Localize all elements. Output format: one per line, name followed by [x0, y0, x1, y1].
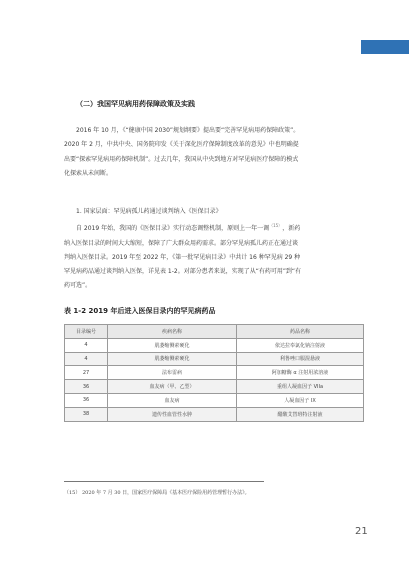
section-heading: （二）我国罕见病用药保障政策及实践 — [76, 100, 195, 108]
table-cell: 36 — [65, 380, 108, 394]
table-cell: 血友病（甲、乙型） — [108, 380, 237, 394]
table-header-cell: 疾病名称 — [108, 325, 237, 339]
table-cell: 人凝血因子 IX — [237, 393, 364, 407]
intro-paragraph — [64, 124, 364, 181]
table-cell: 肌萎缩侧索硬化 — [108, 352, 237, 366]
subsection-line-text: 自 2019 年始，我国的《医保目录》实行动态调整机制，原则上一年一调 — [76, 225, 270, 233]
table-row — [65, 407, 364, 421]
footnote-divider — [64, 481, 264, 482]
footnote-reference[interactable]: （15） — [269, 223, 283, 229]
intro-line: 化探索从未间断。 — [64, 169, 113, 177]
table-cell: 依达拉奉氯化钠注射液 — [237, 338, 364, 352]
table-cell: 阿加糖酶 α 注射用浓溶液 — [237, 366, 364, 380]
table-cell: 遗传性血管性水肿 — [108, 407, 237, 421]
footnote: （15） 2020 年 7 月 30 日，国家医疗保障局《基本医疗保险用药管理暂行办法》。 — [64, 490, 250, 496]
table-cell: 重组人凝血因子 VIIa — [237, 380, 364, 394]
table-row — [65, 380, 364, 394]
table-cell: 醋酸艾替班特注射液 — [237, 407, 364, 421]
intro-line: 2016 年 10 月，《“健康中国 2030”规划纲要》提出要“完善罕见病用药保障政策”。 — [76, 127, 300, 134]
subsection-heading: 1. 国家层面：罕见病孤儿药通过谈判纳入《医保目录》 — [76, 208, 222, 215]
table-cell: 肌萎缩侧索硬化 — [108, 338, 237, 352]
table-title: 表 1-2 2019 年后进入医保目录内的罕见病药品 — [64, 307, 216, 315]
subsection-line: 判纳入医保目录。2019 年至 2022 年，《第一批罕见病目录》中共计 16 种罕见病 29 种 — [64, 253, 301, 261]
chapter-tab-marker — [361, 40, 409, 54]
intro-line: 出要“探索罕见病用药保障机制”。过去几年，我国从中央到地方对罕见病医疗保障的模式 — [64, 155, 299, 163]
table-header-row — [65, 325, 364, 339]
table-row — [65, 338, 364, 352]
subsection-line: 纳入医保目录的时间大大缩短，保障了广大群众用药需求。部分罕见病孤儿药正在通过谈 — [64, 239, 299, 247]
table-header-cell: 药品名称 — [237, 325, 364, 339]
subsection-paragraph — [64, 205, 364, 294]
table-cell: 4 — [65, 338, 108, 352]
table-cell: 法布雷病 — [108, 366, 237, 380]
table-cell: 利鲁唑口服混悬液 — [237, 352, 364, 366]
subsection-line: 药可选”。 — [64, 282, 92, 290]
table-cell: 4 — [65, 352, 108, 366]
table-row — [65, 366, 364, 380]
intro-line: 2020 年 2 月，中共中央、国务院印发《关于深化医疗保障制度改革的意见》中也明确提 — [64, 141, 299, 149]
table-cell: 36 — [65, 393, 108, 407]
table-cell: 27 — [65, 366, 108, 380]
table-cell: 血友病 — [108, 393, 237, 407]
subsection-line: 罕见病药品通过谈判纳入医保，详见表 1-2。对部分患者来说，实现了从“有药可用”到“有 — [64, 268, 302, 276]
subsection-line — [64, 219, 364, 236]
table-row — [65, 393, 364, 407]
rare-disease-drug-table — [64, 324, 364, 422]
page-number: 21 — [355, 526, 368, 537]
table-cell: 38 — [65, 407, 108, 421]
table-header-cell: 目录编号 — [65, 325, 108, 339]
subsection-line-tail: ，新药 — [282, 225, 301, 233]
table-row — [65, 352, 364, 366]
